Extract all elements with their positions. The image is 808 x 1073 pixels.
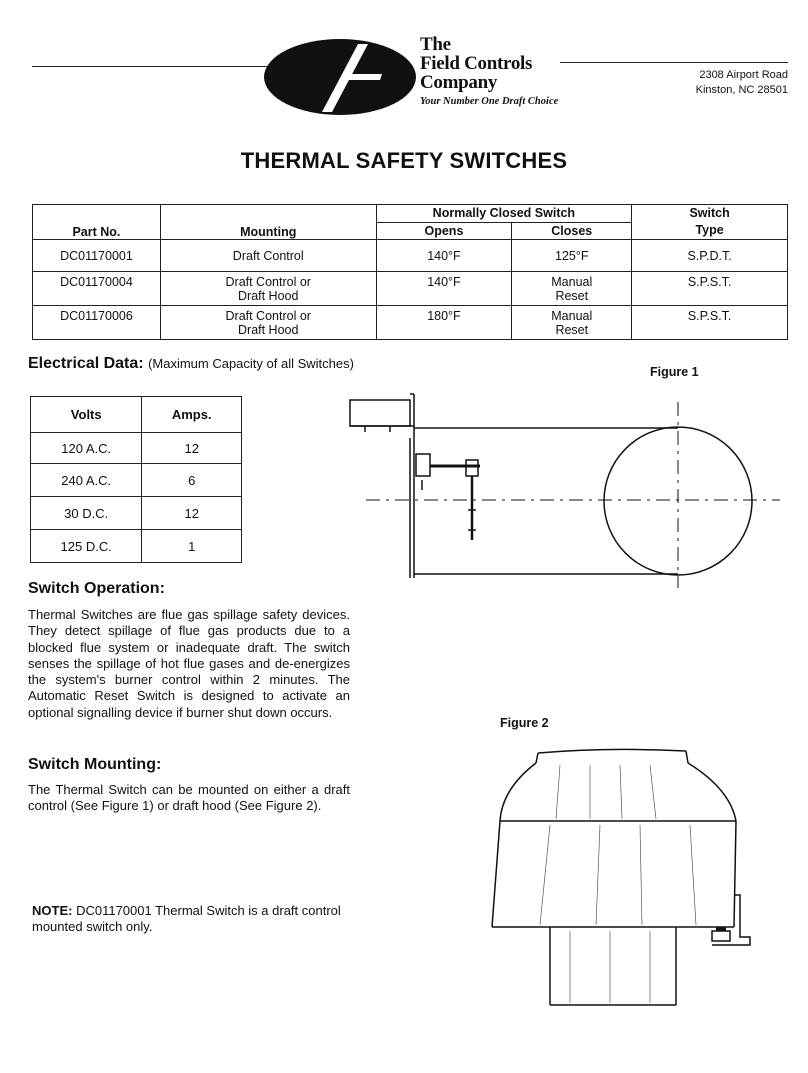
table-row: DC01170001 Draft Control 140°F 125°F S.P.D.T. <box>33 240 788 272</box>
table-row: 120 A.C. 12 <box>31 433 242 464</box>
col-closes: Closes <box>512 222 632 240</box>
note <box>32 903 354 936</box>
table-row: DC01170004 Draft Control or Draft Hood 140°F Manual Reset S.P.S.T. <box>33 272 788 306</box>
mounting-heading: Switch Mounting: <box>28 756 162 773</box>
col-group-normally-closed: Normally Closed Switch <box>376 205 632 223</box>
table-row: 125 D.C. 1 <box>31 530 242 563</box>
table-row: 30 D.C. 12 <box>31 497 242 530</box>
parts-table <box>32 204 788 340</box>
company-name <box>420 35 532 92</box>
note-text: DC01170001 Thermal Switch is a draft control mounted switch only. <box>32 903 341 935</box>
figure1-draft-control-drawing <box>340 390 790 590</box>
company-name-line1: The <box>420 34 451 55</box>
note-label: NOTE: <box>32 903 73 918</box>
company-tagline: Your Number One Draft Choice <box>420 96 559 107</box>
col-amps: Amps. <box>142 397 242 433</box>
company-address <box>696 68 788 98</box>
figure2-draft-hood-drawing <box>490 745 760 1010</box>
col-mounting: Mounting <box>160 205 376 240</box>
col-part-no: Part No. <box>33 205 161 240</box>
company-logo <box>262 38 422 118</box>
table-row: 240 A.C. 6 <box>31 464 242 497</box>
address-line1: 2308 Airport Road <box>699 69 788 81</box>
table-row: DC01170006 Draft Control or Draft Hood 180°F Manual Reset S.P.S.T. <box>33 306 788 340</box>
figure2-label: Figure 2 <box>500 716 549 730</box>
electrical-table <box>30 396 242 563</box>
header-rule-left <box>32 66 272 67</box>
col-opens: Opens <box>376 222 512 240</box>
figure1-label: Figure 1 <box>650 365 699 379</box>
operation-heading: Switch Operation: <box>28 580 165 597</box>
operation-text: Thermal Switches are flue gas spillage safety devices. They detect spillage of flue gas products due to a blocked flue system or inadequate draft. The switch senses the spillage of hot flue gases and de-energizes the system's burner control within 2 minutes. The Automatic Reset Switch is designed to activate an optional signalling device if burner shut down occurs. <box>28 607 350 720</box>
company-name-line3: Company <box>420 72 498 93</box>
col-volts: Volts <box>31 397 142 433</box>
header-rule-right <box>560 62 788 63</box>
col-switch-type: Switch Type <box>632 205 788 240</box>
page-title: THERMAL SAFETY SWITCHES <box>240 148 568 173</box>
address-line2: Kinston, NC 28501 <box>695 84 788 96</box>
electrical-heading: Electrical Data: (Maximum Capacity of all Switches) <box>28 355 354 372</box>
mounting-text: The Thermal Switch can be mounted on either a draft control (See Figure 1) or draft hood (See Figure 2). <box>28 782 350 814</box>
company-name-line2: Field Controls <box>420 53 533 74</box>
